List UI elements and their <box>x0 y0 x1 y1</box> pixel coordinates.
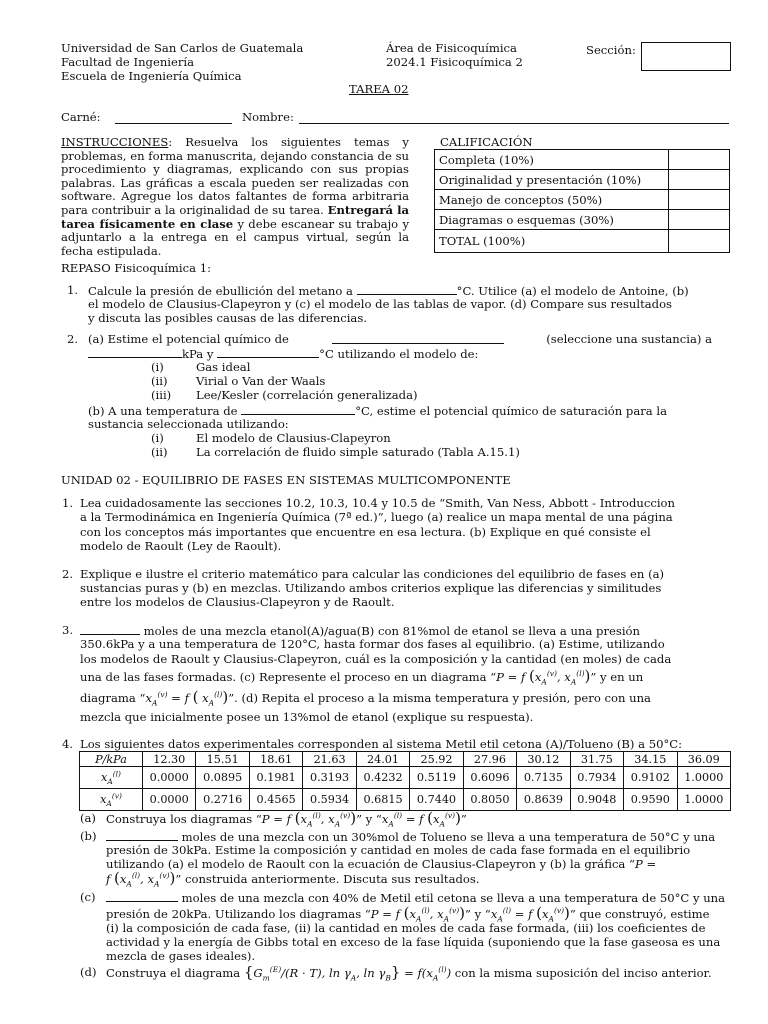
table-cell: 0.7934 <box>570 767 623 789</box>
table-cell: 12.30 <box>143 752 196 767</box>
unit-q1-number: 1. <box>62 496 74 510</box>
option-num: (i) <box>151 431 164 445</box>
option-num: (ii) <box>151 374 168 388</box>
review-q1-text-a: Calcule la presión de ebullición del metano a <box>88 284 357 298</box>
instructions-label: INSTRUCCIONES <box>61 135 169 149</box>
unit-q1-line3: con los conceptos más importantes que encuentre en esa lectura. (b) Explique en qué consiste el <box>80 525 651 539</box>
school-name: Escuela de Ingeniería Química <box>61 69 242 83</box>
unit-q3-text-4b: ” y en un <box>590 670 644 684</box>
section-label: Sección: <box>586 43 636 57</box>
table-cell: 0.3193 <box>303 767 356 789</box>
table-row <box>80 789 731 811</box>
q4c-label: (c) <box>80 890 96 904</box>
grading-table <box>434 149 730 253</box>
unit-q3-line6: mezcla que inicialmente posee un 13%mol de etanol (explique su respuesta). <box>80 710 534 724</box>
review-q2-text-d: °C utilizando el modelo de: <box>319 347 479 361</box>
table-cell: 34.15 <box>624 752 677 767</box>
unit-q3-text: moles de una mezcla etanol(A)/agua(B) con 81%mol de etanol se lleva a una presión <box>140 624 640 638</box>
option-num: (i) <box>151 360 164 374</box>
option-num: (iii) <box>151 388 172 402</box>
q4b-text-1: moles de una mezcla con un 30%mol de Tolueno se lleva a una temperatura de 50°C y una <box>178 830 716 844</box>
option-text: Virial o Van der Waals <box>196 374 326 388</box>
section-box[interactable] <box>641 42 731 71</box>
table-cell: 15.51 <box>196 752 249 767</box>
q4c-line1 <box>106 891 725 906</box>
table-header: P/kPa <box>80 752 143 767</box>
grading-row-label: Originalidad y presentación (10%) <box>435 170 669 190</box>
grading-row-label: Diagramas o esquemas (30%) <box>435 210 669 230</box>
table-cell: 0.4565 <box>249 789 302 811</box>
unit-q3-line5 <box>80 688 651 708</box>
table-cell: 0.4232 <box>356 767 409 789</box>
blank-moles-2[interactable] <box>106 830 178 841</box>
data-table <box>79 751 731 811</box>
faculty-name: Facultad de Ingeniería <box>61 55 195 69</box>
q4c-line3: (i) la composición de cada fase, (ii) la cantidad en moles de cada fase formada, (iii) los coeficientes de <box>106 921 706 935</box>
grading-cell[interactable] <box>669 210 730 230</box>
nombre-label: Nombre: <box>242 110 294 124</box>
option-text: Lee/Kesler (correlación generalizada) <box>196 388 418 402</box>
q4d-text-1: Construya el diagrama <box>106 966 244 980</box>
review-q1-text-b: °C. Utilice (a) el modelo de Antoine, (b) <box>456 284 689 298</box>
table-cell: 0.6096 <box>463 767 516 789</box>
q4c-text-2a: presión de 20kPa. Utilizando los diagramas “ <box>106 907 371 921</box>
table-cell: 0.0000 <box>143 767 196 789</box>
grading-cell[interactable] <box>669 150 730 170</box>
table-row <box>80 752 731 767</box>
review-q2-text-b: (seleccione una sustancia) a <box>546 332 712 346</box>
formula-xl-xv-2: $x_A^{(l)} = f$ $(x_A^{(v)})$ <box>490 904 570 924</box>
q4a-label: (a) <box>80 811 96 825</box>
table-cell: 21.63 <box>303 752 356 767</box>
table-cell: 0.5934 <box>303 789 356 811</box>
formula-p-xy-2: P = f ($x_A^{(l)}$, $x_A^{(v)}$) <box>261 809 357 829</box>
q4c-text-2c: ” que construyó, estime <box>569 907 710 921</box>
table-cell: 30.12 <box>517 752 570 767</box>
unit-q3-number: 3. <box>62 623 74 637</box>
review-title: REPASO Fisicoquímica 1: <box>61 261 211 275</box>
q4c-line2 <box>106 904 710 924</box>
grading-cell[interactable] <box>669 170 730 190</box>
blank-pressure[interactable] <box>88 347 182 358</box>
area-name: Área de Fisicoquímica <box>386 41 517 55</box>
formula-xv-xl: $x_A^{(v)} = f$ ( $x_A^{(l)}$) <box>145 688 229 708</box>
option-text: El modelo de Clausius-Clapeyron <box>196 431 391 445</box>
grading-cell[interactable] <box>669 230 730 253</box>
unit-q2-line3: entre los modelos de Clausius-Clapeyron y de Raoult. <box>80 595 395 609</box>
q4c-line5: mezcla de gases ideales). <box>106 949 256 963</box>
review-q1-number: 1. <box>67 283 79 297</box>
grading-row-label: Completa (10%) <box>435 150 669 170</box>
unit-q1-line4: modelo de Raoult (Ley de Raoult). <box>80 539 282 553</box>
unit-q3-line2: 350.6kPa y a una temperatura de 120°C, hasta formar dos fases al equilibrio. (a) Estime, utilizando <box>80 637 665 651</box>
grading-cell[interactable] <box>669 190 730 210</box>
formula-f-xl-xv: f ($x_A^{(l)}$, $x_A^{(v)}$) <box>106 869 176 889</box>
unit-q2-line2: sustancias puras y (b) en mezclas. Utilizando ambos criterios explique las diferencias y similitudes <box>80 581 662 595</box>
table-cell: 0.7440 <box>410 789 463 811</box>
blank-temperature[interactable] <box>357 284 457 295</box>
blank-substance[interactable] <box>332 333 504 344</box>
unit-title: UNIDAD 02 - EQUILIBRIO DE FASES EN SISTEMAS MULTICOMPONENTE <box>61 473 511 487</box>
table-cell: 1.0000 <box>677 789 730 811</box>
table-cell: 0.9048 <box>570 789 623 811</box>
q4a-mid: ” y “ <box>356 812 382 826</box>
formula-xl-xv: $x_A^{(l)} = f$ $(x_A^{(v)})$ <box>381 809 461 829</box>
formula-p-xy: P = f ($x_A^{(v)}$, $x_A^{(l)}$) <box>496 667 591 687</box>
review-q2-line2 <box>88 347 478 362</box>
q4b-line3 <box>106 858 656 872</box>
blank-moles[interactable] <box>80 624 140 635</box>
review-q2-number: 2. <box>67 332 79 346</box>
grading-title: CALIFICACIÓN <box>440 135 533 149</box>
unit-q4-number: 4. <box>62 737 74 751</box>
review-q2b-text-a: (b) A una temperatura de <box>88 404 242 418</box>
table-cell: 25.92 <box>410 752 463 767</box>
q4b-line2: presión de 30kPa. Estime la composición y cantidad en moles de cada fase formada en el equilibrio <box>106 843 691 857</box>
university-name: Universidad de San Carlos de Guatemala <box>61 41 304 55</box>
q4a-end: ” <box>460 812 467 826</box>
q4c-text-2b: ” y “ <box>465 907 491 921</box>
review-q2b-text-b: °C, estime el potencial químico de saturación para la <box>355 404 668 418</box>
option-text: Gas ideal <box>196 360 251 374</box>
page-title: TAREA 02 <box>349 82 409 96</box>
option-text: La correlación de fluido simple saturado (Tabla A.15.1) <box>196 445 520 459</box>
q4b-label: (b) <box>80 829 97 843</box>
unit-q4-intro: Los siguientes datos experimentales corresponden al sistema Metil etil cetona (A)/Tolueno (B) a 50°C: <box>80 737 683 751</box>
table-cell: 0.0895 <box>196 767 249 789</box>
q4b-text-4: ” construida anteriormente. Discuta sus resultados. <box>175 872 480 886</box>
grading-row-label: TOTAL (100%) <box>435 230 669 253</box>
table-cell: 27.96 <box>463 752 516 767</box>
grading-row-label: Manejo de conceptos (50%) <box>435 190 669 210</box>
unit-q1-line2: a la Termodinámica en Ingeniería Química (7ª ed.)”, luego (a) realice un mapa mental de una página <box>80 510 673 524</box>
q4c-line4: actividad y la energía de Gibbs total en exceso de la fase líquida (suponiendo que la fase gaseosa es una <box>106 935 721 949</box>
review-q2-text-a: (a) Estime el potencial químico de <box>88 332 289 346</box>
review-q1-line3: y discuta las posibles causas de las diferencias. <box>88 311 367 325</box>
carne-line[interactable] <box>115 123 232 124</box>
q4d-label: (d) <box>80 965 97 979</box>
instructions-text-end: y debe escanear su trabajo y adjuntarlo a la entrega en el campus virtual, según la fecha estipulada. <box>61 216 410 258</box>
q4d-line <box>106 963 712 983</box>
q4c-text-1: moles de una mezcla con 40% de Metil etil cetona se lleva a una temperatura de 50°C y una <box>178 891 726 905</box>
instructions-text: : Resuelva los siguientes temas y problemas, en forma manuscrita, dejando constancia de su procedimiento y diagramas, explicando con sus propias palabras. Las gráficas a escala pueden ser realizadas con software. Agregue los datos faltantes de forma arbitraria para contribuir a la originalidad de su tarea. <box>61 135 409 217</box>
option-num: (ii) <box>151 445 168 459</box>
blank-temperature-3[interactable] <box>241 404 355 415</box>
unit-q3-line3: los modelos de Raoult y Clausius-Clapeyron, cuál es la composición y la cantidad (en moles) de cada <box>80 652 672 666</box>
table-cell: 0.1981 <box>249 767 302 789</box>
formula-p: P = <box>634 857 657 871</box>
nombre-line[interactable] <box>299 123 729 124</box>
unit-q3-text-5b: ”. (d) Repita el proceso a la misma temperatura y presión, pero con una <box>228 691 651 705</box>
table-cell: 0.2716 <box>196 789 249 811</box>
table-cell: 24.01 <box>356 752 409 767</box>
table-cell: 0.6815 <box>356 789 409 811</box>
q4a-line <box>106 809 467 829</box>
table-header-xl: $x_A^{(l)}$ <box>80 767 143 789</box>
review-q2b-line2: sustancia seleccionada utilizando: <box>88 417 289 431</box>
table-cell: 0.0000 <box>143 789 196 811</box>
instructions-bold: Entregará la tarea físicamente en clase <box>61 202 409 231</box>
table-row <box>80 767 731 789</box>
formula-gibbs-gamma: {$G_m^{(E)}/(R \cdot T)$, $\ln \gamma_A$, $\ln \gamma_B\} = f(x_A^{(l)})$ <box>243 963 452 983</box>
table-cell: 0.5119 <box>410 767 463 789</box>
unit-q2-number: 2. <box>62 567 74 581</box>
blank-temperature-2[interactable] <box>217 347 319 358</box>
table-cell: 18.61 <box>249 752 302 767</box>
carne-label: Carné: <box>61 110 101 124</box>
q4a-text: Construya los diagramas “ <box>106 812 262 826</box>
unit-q1-line1: Lea cuidadosamente las secciones 10.2, 10.3, 10.4 y 10.5 de “Smith, Van Ness, Abbott - Introduccion <box>80 496 675 510</box>
table-cell: 0.7135 <box>517 767 570 789</box>
unit-q3-line4 <box>80 667 644 687</box>
table-cell: 1.0000 <box>677 767 730 789</box>
q4d-text-2: con la misma suposición del inciso anterior. <box>451 966 712 980</box>
table-cell: 0.9590 <box>624 789 677 811</box>
unit-q3-text-4a: una de las fases formadas. (c) Represente el proceso en un diagrama “ <box>80 670 497 684</box>
q4b-text-3: utilizando (a) el modelo de Raoult con la ecuación de Clausius-Clapeyron y (b) la gráfica “ <box>106 857 635 871</box>
table-cell: 31.75 <box>570 752 623 767</box>
instructions-paragraph <box>61 136 409 258</box>
table-header-xv: $x_A^{(v)}$ <box>80 789 143 811</box>
table-cell: 0.9102 <box>624 767 677 789</box>
unit-q2-line1: Explique e ilustre el criterio matemático para calcular las condiciones del equilibrio de fases en (a) <box>80 567 665 581</box>
blank-moles-3[interactable] <box>106 891 178 902</box>
course-name: 2024.1 Fisicoquímica 2 <box>386 55 523 69</box>
unit-q3-text-5a: diagrama “ <box>80 691 146 705</box>
review-q1-line2: el modelo de Clausius-Clapeyron y (c) el modelo de las tablas de vapor. (d) Compare sus resultados <box>88 297 673 311</box>
review-q2-line1 <box>88 333 712 347</box>
q4b-line4 <box>106 869 480 889</box>
table-cell: 36.09 <box>677 752 730 767</box>
formula-p-xl-xv: P = f ($x_A^{(l)}$, $x_A^{(v)}$) <box>370 904 466 924</box>
review-q2-text-c: kPa y <box>182 347 218 361</box>
table-cell: 0.8050 <box>463 789 516 811</box>
table-cell: 0.8639 <box>517 789 570 811</box>
